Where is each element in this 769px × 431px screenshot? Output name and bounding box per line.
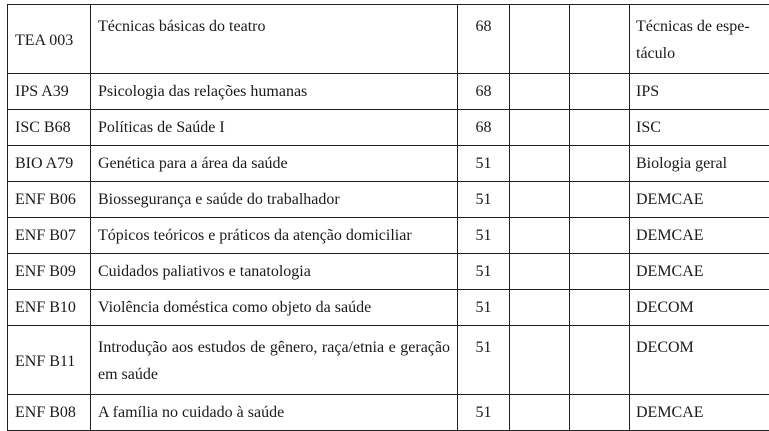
- table-row: [8, 146, 769, 182]
- course-name-text: Introdução aos estudos de gênero, raça/etnia e geração em saúde: [98, 334, 450, 388]
- empty-cell: [510, 326, 570, 395]
- table-row: [8, 74, 769, 110]
- course-hours: 68: [458, 74, 510, 110]
- course-name: Técnicas básicas do teatro: [91, 5, 458, 74]
- course-department: DEMCAE: [630, 218, 769, 254]
- empty-cell: [570, 326, 630, 395]
- course-code: ENF B11: [8, 326, 91, 395]
- empty-cell: [510, 182, 570, 218]
- table-row: [8, 110, 769, 146]
- course-name: Genética para a área da saúde: [91, 146, 458, 182]
- course-name: Violência doméstica como objeto da saúde: [91, 290, 458, 326]
- empty-cell: [510, 395, 570, 431]
- courses-table: [7, 4, 769, 431]
- course-hours: 51: [458, 218, 510, 254]
- table-row: [8, 254, 769, 290]
- empty-cell: [570, 182, 630, 218]
- course-department: IPS: [630, 74, 769, 110]
- course-code: BIO A79: [8, 146, 91, 182]
- empty-cell: [510, 146, 570, 182]
- table-row: [8, 395, 769, 431]
- empty-cell: [570, 218, 630, 254]
- empty-cell: [570, 395, 630, 431]
- course-department: DEMCAE: [630, 182, 769, 218]
- course-department: DEMCAE: [630, 254, 769, 290]
- course-code: IPS A39: [8, 74, 91, 110]
- table-row: [8, 182, 769, 218]
- course-hours: 68: [458, 5, 510, 74]
- course-department: DEMCAE: [630, 395, 769, 431]
- course-code: ENF B07: [8, 218, 91, 254]
- course-hours: 51: [458, 146, 510, 182]
- course-name: Tópicos teóricos e práticos da atenção domiciliar: [91, 218, 458, 254]
- course-code: TEA 003: [8, 5, 91, 74]
- course-hours: 51: [458, 182, 510, 218]
- course-code: ENF B08: [8, 395, 91, 431]
- empty-cell: [570, 146, 630, 182]
- empty-cell: [570, 290, 630, 326]
- course-hours: 51: [458, 395, 510, 431]
- course-department: DECOM: [630, 326, 769, 395]
- course-code: ENF B10: [8, 290, 91, 326]
- course-name: [91, 326, 458, 395]
- empty-cell: [510, 218, 570, 254]
- empty-cell: [510, 254, 570, 290]
- table-row: [8, 290, 769, 326]
- empty-cell: [510, 74, 570, 110]
- course-department: Técnicas de espe- táculo: [630, 5, 769, 74]
- empty-cell: [570, 74, 630, 110]
- empty-cell: [570, 110, 630, 146]
- course-code: ISC B68: [8, 110, 91, 146]
- course-department: ISC: [630, 110, 769, 146]
- course-hours: 51: [458, 254, 510, 290]
- course-name: Políticas de Saúde I: [91, 110, 458, 146]
- course-name: Cuidados paliativos e tanatologia: [91, 254, 458, 290]
- course-code: ENF B06: [8, 182, 91, 218]
- course-code: ENF B09: [8, 254, 91, 290]
- course-hours: 51: [458, 326, 510, 395]
- empty-cell: [570, 254, 630, 290]
- table-row: [8, 326, 769, 395]
- course-name: A família no cuidado à saúde: [91, 395, 458, 431]
- course-hours: 51: [458, 290, 510, 326]
- table-row: [8, 5, 769, 74]
- course-name: Biossegurança e saúde do trabalhador: [91, 182, 458, 218]
- course-hours: 68: [458, 110, 510, 146]
- course-name: Psicologia das relações humanas: [91, 74, 458, 110]
- empty-cell: [510, 110, 570, 146]
- course-department: Biologia geral: [630, 146, 769, 182]
- course-department: DECOM: [630, 290, 769, 326]
- table-row: [8, 218, 769, 254]
- empty-cell: [570, 5, 630, 74]
- empty-cell: [510, 5, 570, 74]
- empty-cell: [510, 290, 570, 326]
